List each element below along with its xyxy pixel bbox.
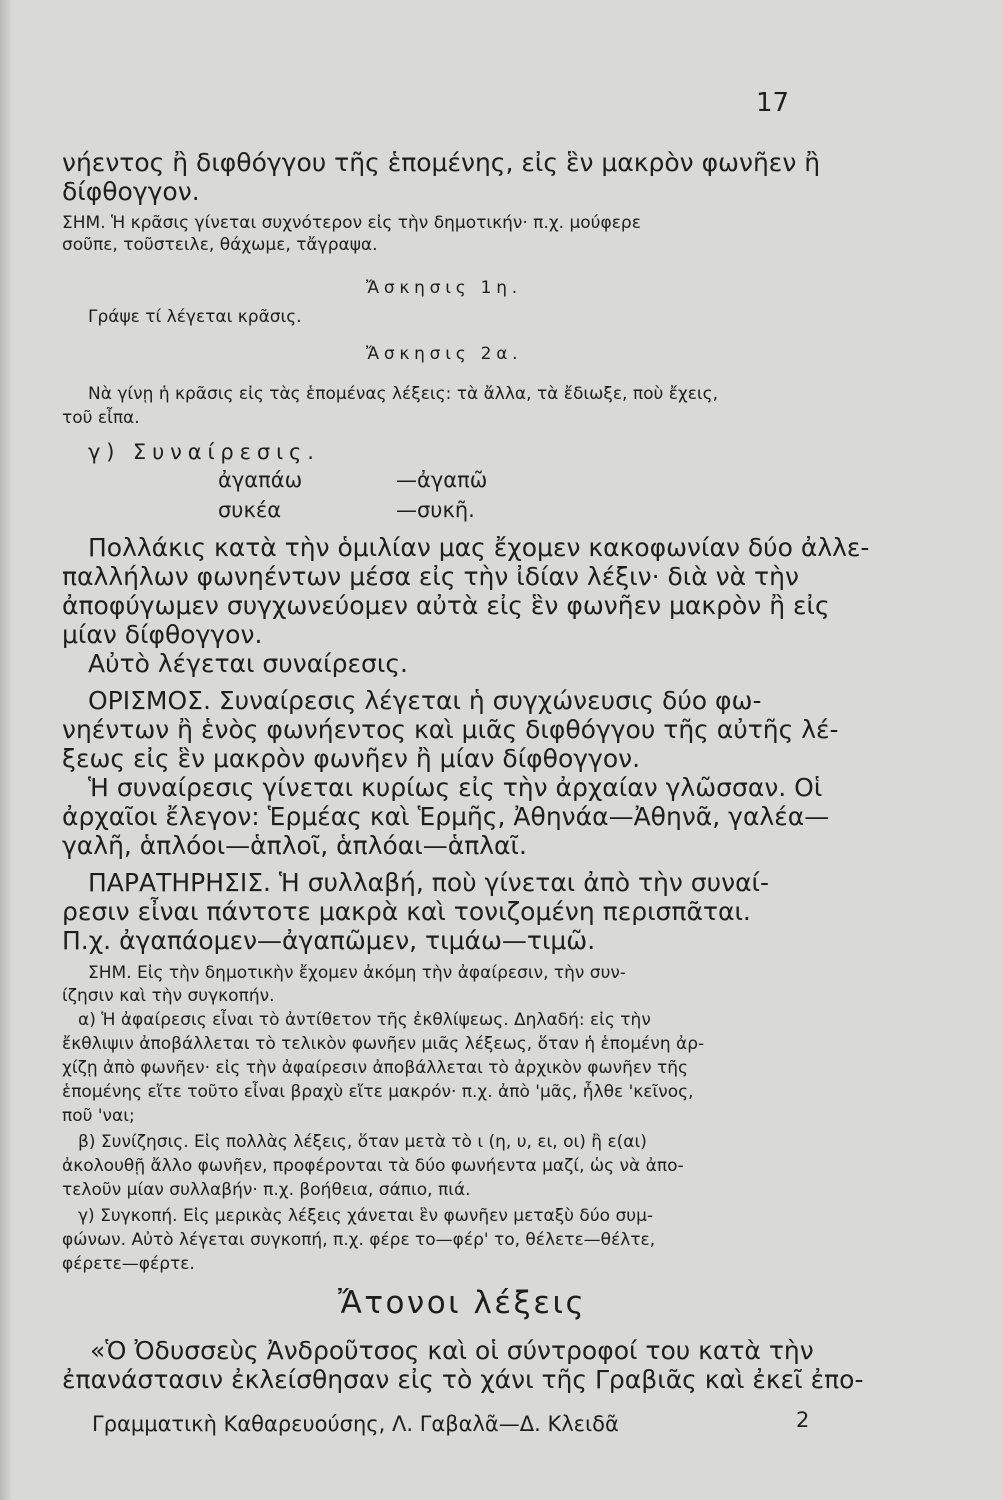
- exercise-heading: Ἄσκησις 2α.: [366, 344, 523, 364]
- page-number: 17: [756, 88, 790, 118]
- note-line: α) Ἡ ἀφαίρεσις εἶναι τὸ ἀντίθετον τῆς ἐκθλίψεως. Δηλαδή: εἰς τὴν: [78, 1010, 651, 1030]
- note-line: ίζησιν καὶ τὴν συγκοπήν.: [62, 986, 275, 1006]
- text-line: μίαν δίφθογγον.: [62, 620, 263, 649]
- definition-line: νηέντων ἢ ἑνὸς φωνήεντος καὶ μιᾶς διφθόγγου τῆς αὐτῆς λέ-: [62, 715, 839, 744]
- note-line: φέρετε—φέρτε.: [62, 1254, 195, 1274]
- text-line: γαλῆ, ἁπλόοι—ἁπλοῖ, ἁπλόαι—ἁπλαῖ.: [62, 831, 527, 860]
- example-word: —συκῆ.: [396, 498, 475, 522]
- text-line: δίφθογγον.: [62, 177, 200, 206]
- note-line: β) Συνίζησις. Εἰς πολλὰς λέξεις, ὅταν μετὰ τὸ ι (η, υ, ει, οι) ἢ ε(αι): [78, 1132, 647, 1152]
- note-line: ποῦ 'ναι;: [62, 1106, 135, 1126]
- note-line: ἔκθλιψιν ἀποβάλλεται τὸ τελικὸν φωνῆεν μιᾶς λέξεως, ὅταν ἡ ἑπομένη ἀρ-: [62, 1034, 705, 1054]
- exercise-text: Γράψε τί λέγεται κρᾶσις.: [88, 307, 302, 327]
- note-line: ΣΗΜ. Εἰς τὴν δημοτικὴν ἔχομεν ἀκόμη τὴν ἀφαίρεσιν, τὴν συν-: [88, 963, 627, 983]
- text-line: Αὐτὸ λέγεται συναίρεσις.: [88, 649, 408, 678]
- text-line: ἀποφύγωμεν συγχωνεύομεν αὐτὰ εἰς ἓν φωνῆεν μακρὸν ἢ εἰς: [62, 591, 830, 620]
- text-line: ἀρχαῖοι ἔλεγον: Ἑρμέας καὶ Ἑρμῆς, Ἀθηνάα—Ἀθηνᾶ, γαλέα—: [62, 802, 830, 831]
- text-line: «Ὁ Ὀδυσσεὺς Ἀνδροῦτσος καὶ οἱ σύντροφοί του κατὰ τὴν: [90, 1336, 814, 1365]
- note-line: γ) Συγκοπή. Εἰς μερικὰς λέξεις χάνεται ἓν φωνῆεν μεταξὺ δύο συμ-: [78, 1206, 654, 1226]
- note-line: χίζῃ ἀπὸ φωνῆεν· εἰς τὴν ἀφαίρεσιν ἀποβάλλεται τὸ ἀρχικὸν φωνῆεν τῆς: [62, 1058, 689, 1078]
- example-word: ἀγαπάω: [218, 468, 303, 492]
- footer-text: Γραμματικὴ Καθαρευούσης, Λ. Γαβαλᾶ—Δ. Κλειδᾶ: [92, 1412, 619, 1436]
- section-title: Ἄτονοι λέξεις: [338, 1285, 587, 1321]
- note-line: φώνων. Αὐτὸ λέγεται συγκοπή, π.χ. φέρε το—φέρ' το, θέλετε—θέλτε,: [62, 1230, 656, 1250]
- example-word: συκέα: [218, 498, 282, 522]
- text-line: νήεντος ἢ διφθόγγου τῆς ἑπομένης, εἰς ἓν μακρὸν φωνῆεν ἢ: [62, 148, 821, 177]
- section-heading: γ) Συναίρεσις.: [88, 440, 320, 464]
- text-line: Πολλάκις κατὰ τὴν ὁμιλίαν μας ἔχομεν κακοφωνίαν δύο ἀλλε-: [88, 533, 870, 562]
- exercise-text: τοῦ εἶπα.: [62, 408, 140, 428]
- note-line: ἑπομένης εἴτε τοῦτο εἶναι βραχὺ εἴτε μακρόν· π.χ. ἀπὸ 'μᾶς, ἦλθε 'κεῖνος,: [62, 1082, 694, 1102]
- definition-line: ΟΡΙΣΜΟΣ. Συναίρεσις λέγεται ἡ συγχώνευσις δύο φω-: [88, 686, 762, 715]
- exercise-text: Νὰ γίνῃ ἡ κρᾶσις εἰς τὰς ἑπομένας λέξεις: τὰ ἄλλα, τὰ ἔδιωξε, ποὺ ἔχεις,: [88, 384, 719, 404]
- signature-mark: 2: [796, 1408, 810, 1432]
- text-line: ἐπανάστασιν ἐκλείσθησαν εἰς τὸ χάνι τῆς Γραβιᾶς καὶ ἐκεῖ ἐπο-: [62, 1365, 864, 1394]
- note-line: τελοῦν μίαν συλλαβήν· π.χ. βοήθεια, σάπιο, πιά.: [62, 1180, 471, 1200]
- remark-line: ρεσιν εἶναι πάντοτε μακρὰ καὶ τονιζομένη περισπᾶται.: [62, 897, 751, 926]
- remark-line: ΠΑΡΑΤΗΡΗΣΙΣ. Ἡ συλλαβή, ποὺ γίνεται ἀπὸ τὴν συναί-: [88, 868, 770, 897]
- example-word: —ἀγαπῶ: [396, 468, 488, 492]
- remark-line: Π.χ. ἀγαπάομεν—ἀγαπῶμεν, τιμάω—τιμῶ.: [62, 926, 596, 955]
- note-line: σοῦπε, τοῦστειλε, θάχωμε, τἄγραψα.: [62, 235, 378, 255]
- definition-line: ξεως εἰς ἓν μακρὸν φωνῆεν ἢ μίαν δίφθογγον.: [62, 744, 641, 773]
- note-line: ἀκολουθῇ ἄλλο φωνῆεν, προφέρονται τὰ δύο φωνήεντα μαζί, ὡς νὰ ἀπο-: [62, 1156, 684, 1176]
- note-line: ΣΗΜ. Ἡ κρᾶσις γίνεται συχνότερον εἰς τὴν δημοτικήν· π.χ. μούφερε: [62, 213, 641, 233]
- exercise-heading: Ἄσκησις 1η.: [366, 278, 522, 298]
- page-crease-shadow: [0, 0, 12, 1500]
- text-line: παλλήλων φωνηέντων μέσα εἰς τὴν ἰδίαν λέξιν· διὰ νὰ τὴν: [62, 562, 799, 591]
- text-line: Ἡ συναίρεσις γίνεται κυρίως εἰς τὴν ἀρχαίαν γλῶσσαν. Οἱ: [88, 773, 823, 802]
